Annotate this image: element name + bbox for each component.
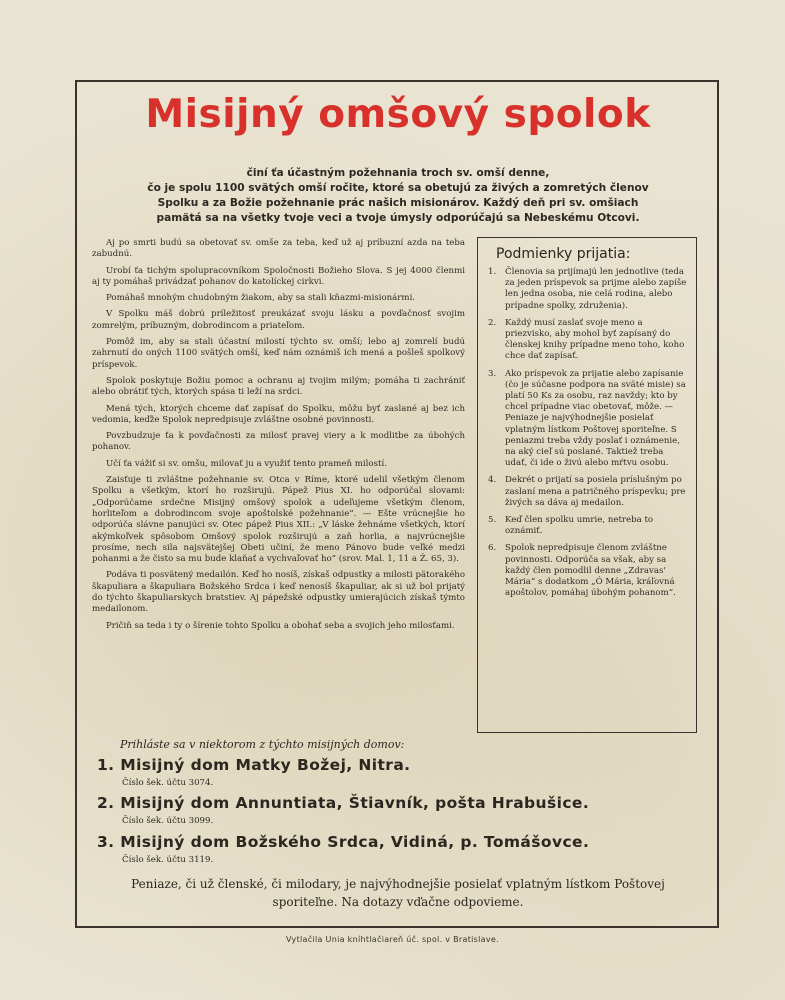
conditions-list — [488, 267, 688, 599]
benefit-paragraph: Pričiň sa teda i ty o šírenie tohto Spolku a obohať seba a svojich jeho milosťami. — [106, 620, 455, 631]
mission-house-3: 3. Misijný dom Božského Srdca, Vidiná, p. Tomášovce. — [97, 833, 590, 851]
mission-house-2: 2. Misijný dom Annuntiata, Štiavník, pošta Hrabušice. — [97, 794, 590, 812]
mission-house-1: 1. Misijný dom Matky Božej, Nitra. — [97, 756, 411, 774]
condition-number: 5. — [488, 515, 497, 526]
benefit-paragraph: Aj po smrti budú sa obetovať sv. omše za teba, keď už aj príbuzní azda na teba zabudnú. — [92, 238, 465, 260]
benefit-paragraph: Urobí ťa tichým spolupracovníkom Spoločnosti Božieho Slova. S jej 4000 členmi aj ty pomáhaš privádzať pohanov do katolíckej cirkvi. — [92, 265, 465, 287]
condition-item — [488, 543, 688, 599]
footer-note — [92, 875, 704, 911]
account-number-2: Číslo šek. účtu 3099. — [122, 816, 214, 826]
footer-line: Peniaze, či už členské, či milodary, je najvýhodnejšie posielať vplatným lístkom Poštovej — [131, 877, 665, 891]
intro-line: činí ťa účastným požehnania troch sv. omší denne, — [246, 167, 550, 179]
condition-text: Každý musí zaslať svoje meno a priezvisko, aby mohol byť zapísaný do členskej knihy prípadne meno toho, koho chce dať zapísať. — [505, 317, 685, 362]
condition-item — [488, 475, 688, 509]
account-number-3: Číslo šek. účtu 3119. — [122, 855, 214, 865]
condition-text: Keď člen spolku umrie, netreba to oznámiť. — [505, 515, 654, 537]
conditions-box — [477, 237, 697, 733]
condition-text: Dekrét o prijatí sa posiela príslušným po zaslaní mena a patričného príspevku; pre živých sa dáva aj medailon. — [505, 475, 686, 508]
intro-line: čo je spolu 1100 svätých omší ročite, ktoré sa obetujú za živých a zomretých členov — [147, 182, 649, 194]
benefit-paragraph: Povzbudzuje ťa k povďačnosti za milosť pravej viery a k modlitbe za úbohých pohanov. — [92, 431, 465, 453]
account-number-1: Číslo šek. účtu 3074. — [122, 778, 214, 788]
benefit-paragraph: Mená tých, ktorých chceme dať zapísať do Spolku, môžu byť zaslané aj bez ich vedomia, keďže Spolok nepredpisuje zvláštne osobné povinnosti. — [92, 403, 465, 425]
condition-item — [488, 515, 688, 537]
condition-number: 2. — [488, 317, 497, 328]
condition-number: 3. — [488, 368, 497, 379]
intro-text — [88, 166, 708, 226]
condition-number: 1. — [488, 267, 497, 277]
benefits-column — [92, 238, 465, 637]
benefit-paragraph: Pomáhaš mnohým chudobným žiakom, aby sa stali kňazmi-misionármi. — [106, 293, 416, 304]
condition-item — [488, 318, 688, 363]
condition-text: Ako príspevok za prijatie alebo zapísanie (čo je súčasne podpora na sväté misie) sa platí 50 Ks za osobu, raz navždy; kto by chcel prípadne viac obetovať, môže. — Peniaze je najvýhodnejšie posielať vplatným lístkom Poštovej sporiteľne. S peniazmi treba vždy poslať i oznámenie, na aký cieľ sú poslané. Taktiež treba udať, či ide o živú alebo mŕtvu osobu. — [505, 368, 686, 469]
houses-intro: Prihláste sa v niektorom z týchto misijných domov: — [120, 738, 405, 751]
footer-line: sporiteľne. Na dotazy vďačne odpovieme. — [272, 895, 524, 909]
benefit-paragraph: Pomôž im, aby sa stali účastní milostí týchto sv. omší; lebo aj zomrelí budú zahrnutí do oných 1100 svätých omší, keď nám oznámiš ich mená a pošleš spolkový príspevok. — [92, 337, 465, 370]
condition-number: 6. — [488, 543, 497, 554]
condition-item — [488, 369, 688, 470]
benefit-paragraph: Podáva ti posvätený medailón. Keď ho nosíš, získaš odpustky a milosti pätorakého škapuliara a škapuliara Božského Srdca i keď nenosíš škapuliar, ak si už bol prijatý do týchto škapuliarskych bratstiev. Aj pápežské odpustky umierajúcich získaš týmto medailonom. — [92, 570, 465, 615]
condition-number: 4. — [488, 475, 497, 486]
conditions-heading: Podmienky prijatia: — [496, 246, 631, 262]
page-title: Misijný omšový spolok — [145, 92, 651, 137]
condition-text: Členovia sa prijímajú len jednotlive (teda za jeden príspevok sa prijme alebo zapíše len jedna osoba, nie celá rodina, alebo prípadne spolky, združenia). — [505, 267, 687, 311]
benefit-paragraph: Spolok poskytuje Božiu pomoc a ochranu aj tvojim milým; pomáha ti zachrániť alebo obrátiť tých, ktorých spása ti leží na srdci. — [92, 375, 465, 398]
condition-text: Spolok nepredpisuje členom zvláštne povinnosti. Odporúča sa však, aby sa každý člen pomodlil denne „Zdravas' Mária“ s dodatkom „Ó Mária, kráľovná apoštolov, pomáhaj úbohým pohanom“. — [505, 543, 676, 599]
intro-line: pamätá sa na všetky tvoje veci a tvoje úmysly odporúčajú sa Nebeskému Otcovi. — [156, 212, 640, 224]
condition-item — [488, 267, 688, 312]
benefit-paragraph: V Spolku máš dobrú príležitosť preukázať svoju lásku a povďačnosť svojim zomrelým, príbuzným, dobrodincom a priateľom. — [92, 309, 465, 331]
intro-line: Spolku a za Božie požehnanie prác našich misionárov. Každý deň pri sv. omšiach — [157, 197, 639, 209]
benefit-paragraph: Učí ťa vážiť si sv. omšu, milovať ju a využiť tento prameň milostí. — [106, 458, 387, 469]
benefit-paragraph: Zaisťuje ti zvláštne požehnanie sv. Otca v Ríme, ktoré udelil všetkým členom Spolku a všetkým, ktorí ho rozširujú. Pápež Pius XI. ho odporúčal slovami: „Odporúčame srdečne Misijný omšový spolok a udeľujeme všetkým členom, horliteľom a dobrodincom svoje apoštolské požehnanie“. — Ešte vrúcnejšie ho odporúča slávne panujúci sv. Otec pápež Pius XII.: „V láske žehnáme všetkých, ktorí akýmkoľvek spôsobom Omšový spolok rozširujú a zaň horlia, a najvrúcnejšie prosíme, nech sila najsvätejšej Obeti učiní, že meno Pánovo bude veľké medzi pohanmi a že čisto sa mu bude klaňať a vychvaľovať ho“ (srov. Mal. 1, 11 a Ž. 65, 3). — [92, 475, 465, 565]
printer-imprint: Vytlačila Unia kníhtlačiareň úč. spol. v Bratislave. — [286, 935, 499, 944]
